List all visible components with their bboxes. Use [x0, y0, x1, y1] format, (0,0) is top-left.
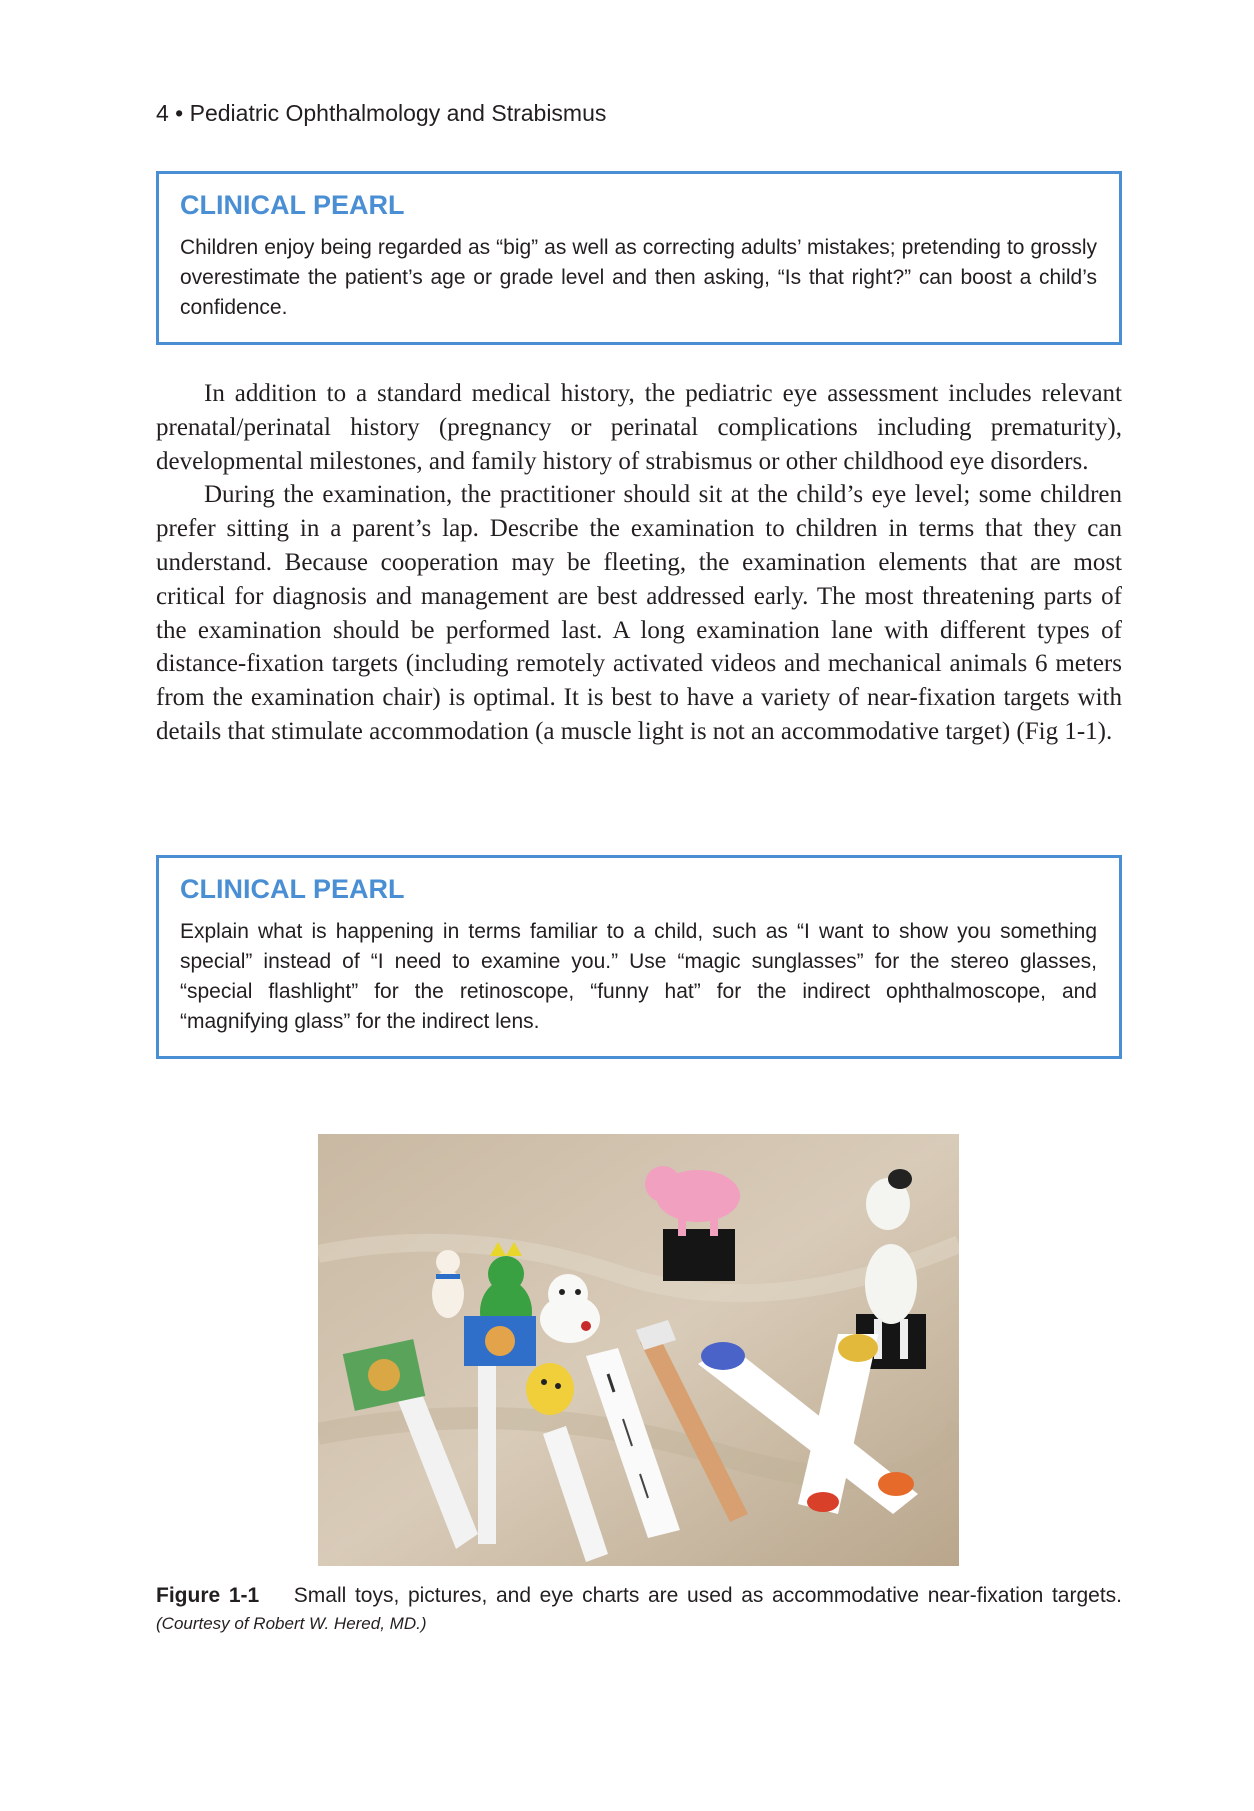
figure-caption	[156, 1582, 1122, 1637]
figure-credit: (Courtesy of Robert W. Hered, MD.)	[156, 1614, 427, 1633]
body-text	[156, 377, 1122, 749]
figure-photo	[318, 1134, 959, 1566]
figure-caption-text: Small toys, pictures, and eye charts are used as accommodative near-fixation targets.	[293, 1584, 1122, 1607]
running-head: 4 • Pediatric Ophthalmology and Strabismus	[156, 100, 607, 126]
pearl-text: Children enjoy being regarded as “big” as well as correcting adults’ mistakes; pretending to grossly overestimate the patient’s age or grade level and then asking, “Is that right?” can boost a child’s confidence.	[180, 236, 1097, 319]
body-paragraph: During the examination, the practitioner should sit at the child’s eye level; some children prefer sitting in a parent’s lap. Describe the examination to children in terms that they can understand. Because cooperation may be fleeting, the examination elements that are most critical for diagnosis and management are best addressed early. The most threatening parts of the examination should be performed last. A long examination lane with different types of distance-fixation targets (including remotely activated videos and mechanical animals 6 meters from the examination chair) is optimal. It is best to have a variety of near-fixation targets with details that stimulate accommodation (a muscle light is not an accommodative target) (Fig 1-1).	[156, 481, 1122, 745]
toys-photo-illustration	[318, 1134, 959, 1566]
body-paragraph: In addition to a standard medical history, the pediatric eye assessment includes relevant prenatal/perinatal history (pregnancy or perinatal complications including prematurity), developmental milestones, and family history of strabismus or other childhood eye disorders.	[156, 380, 1122, 475]
pearl-title: CLINICAL PEARL	[180, 190, 405, 220]
clinical-pearl-box	[156, 171, 1122, 345]
clinical-pearl-box	[156, 855, 1122, 1059]
figure-label: Figure 1-1	[156, 1584, 260, 1607]
cat-toy	[432, 1250, 464, 1318]
pearl-text: Explain what is happening in terms familiar to a child, such as “I want to show you something special” instead of “I need to examine you.” Use “magic sunglasses” for the stereo glasses, “special flashlight” for the retinoscope, “funny hat” for the indirect ophthalmoscope, and “magnifying glass” for the indirect lens.	[180, 920, 1097, 1033]
pearl-title: CLINICAL PEARL	[180, 874, 405, 904]
